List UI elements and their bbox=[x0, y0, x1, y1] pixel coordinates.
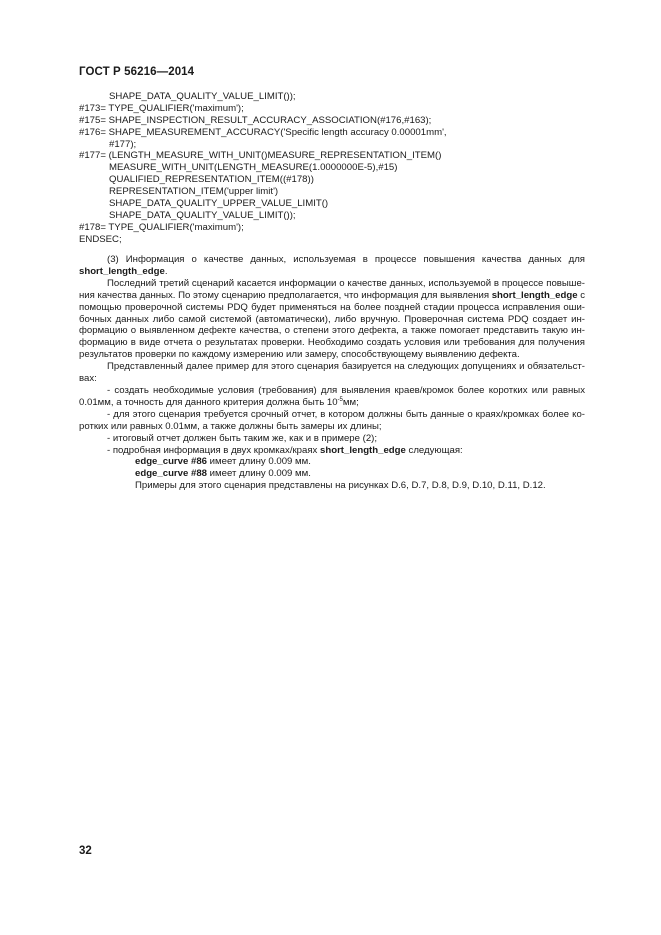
bullet-text: следующая: bbox=[408, 444, 463, 456]
paragraph-assumptions: Представленный далее пример для этого сценария базируется на следующих допущениях и обязательст-вах: bbox=[79, 361, 585, 385]
section-intro bbox=[79, 254, 585, 278]
bullet-item bbox=[79, 445, 585, 457]
code-line: #177= (LENGTH_MEASURE_WITH_UNIT()MEASURE_REPRESENTATION_ITEM() bbox=[79, 150, 442, 162]
code-line: #178= TYPE_QUALIFIER('maximum'); bbox=[79, 221, 244, 233]
intro-text: (3) Информация о качестве данных, используемая в процессе повышения качества данных для bbox=[107, 254, 585, 265]
code-listing bbox=[79, 91, 599, 246]
code-line: ENDSEC; bbox=[79, 233, 122, 245]
edge-detail bbox=[79, 456, 585, 468]
code-line: #173= TYPE_QUALIFIER('maximum'); bbox=[79, 102, 244, 114]
code-line: SHAPE_DATA_QUALITY_UPPER_VALUE_LIMIT() bbox=[109, 198, 329, 210]
code-line: #177); bbox=[109, 138, 137, 150]
bullet-term: short_length_edge bbox=[320, 444, 406, 456]
paragraph-text: с помощью проверочной системы PDQ будет применяться на более поздней стадии процесса исправления оши-бочных данных либо самой системой (автоматически), либо вручную. Проверочная система PDQ создает ин-формацию о выявленном дефекте качества, о степени этого дефекта, а также помогает представить такую ин-формацию в виде отчета о результатах проверки. Необходимо создать условия или требования для получения результатов проверки по каждому измерению или замеру, способствующему выявлению дефекта. bbox=[79, 289, 585, 361]
body-text bbox=[79, 254, 585, 492]
edge-text: имеет длину 0.009 мм. bbox=[209, 456, 311, 468]
code-line: #176= SHAPE_MEASUREMENT_ACCURACY('Specific length accuracy 0.00001mm', bbox=[79, 126, 447, 138]
paragraph-term: short_length_edge bbox=[491, 289, 578, 301]
code-line: QUALIFIED_REPRESENTATION_ITEM((#178)) bbox=[109, 174, 314, 186]
bullet-text: - создать необходимые условия (требования) для выявления краев/кромок более коротких или равных 0.01мм, а точность для данного критерия должна быть 10 bbox=[79, 384, 585, 408]
bullet-text: - подробная информация в двух кромках/краях bbox=[107, 444, 318, 456]
exponent: -5 bbox=[337, 396, 343, 403]
edge-detail bbox=[79, 468, 585, 480]
edge-text: имеет длину 0.009 мм. bbox=[209, 468, 311, 480]
bullet-item bbox=[79, 385, 585, 409]
paragraph-scenario bbox=[79, 278, 585, 361]
bullet-text: мм; bbox=[342, 396, 359, 408]
code-line: REPRESENTATION_ITEM('upper limit') bbox=[109, 186, 279, 198]
intro-end: . bbox=[164, 265, 168, 277]
document-header: ГОСТ Р 56216—2014 bbox=[79, 66, 195, 78]
code-line: SHAPE_DATA_QUALITY_VALUE_LIMIT()); bbox=[109, 209, 296, 221]
code-line: MEASURE_WITH_UNIT(LENGTH_MEASURE(1.0000000E-5),#15) bbox=[109, 162, 398, 174]
bullet-item: - для этого сценария требуется срочный отчет, в котором должны быть данные о краях/кромках более ко-ротких или равных 0.01мм, а также должны быть замеры их длины; bbox=[79, 408, 585, 432]
paragraph-text: Последний третий сценарий касается информации о качестве данных, используемой в процессе повыше-ния качества данных. По этому сценарию предполагается, что информация для выявления bbox=[79, 277, 585, 301]
code-line: #175= SHAPE_INSPECTION_RESULT_ACCURACY_ASSOCIATION(#176,#163); bbox=[79, 114, 432, 126]
page-number: 32 bbox=[79, 845, 92, 857]
code-line: SHAPE_DATA_QUALITY_VALUE_LIMIT()); bbox=[109, 91, 296, 102]
edge-term: edge_curve #86 bbox=[135, 456, 207, 468]
edge-term: edge_curve #88 bbox=[135, 468, 207, 480]
figures-reference: Примеры для этого сценария представлены на рисунках D.6, D.7, D.8, D.9, D.10, D.11, D.12. bbox=[135, 480, 546, 492]
bullet-item: - итоговый отчет должен быть таким же, как и в примере (2); bbox=[107, 432, 378, 444]
intro-term: short_length_edge bbox=[79, 265, 165, 277]
